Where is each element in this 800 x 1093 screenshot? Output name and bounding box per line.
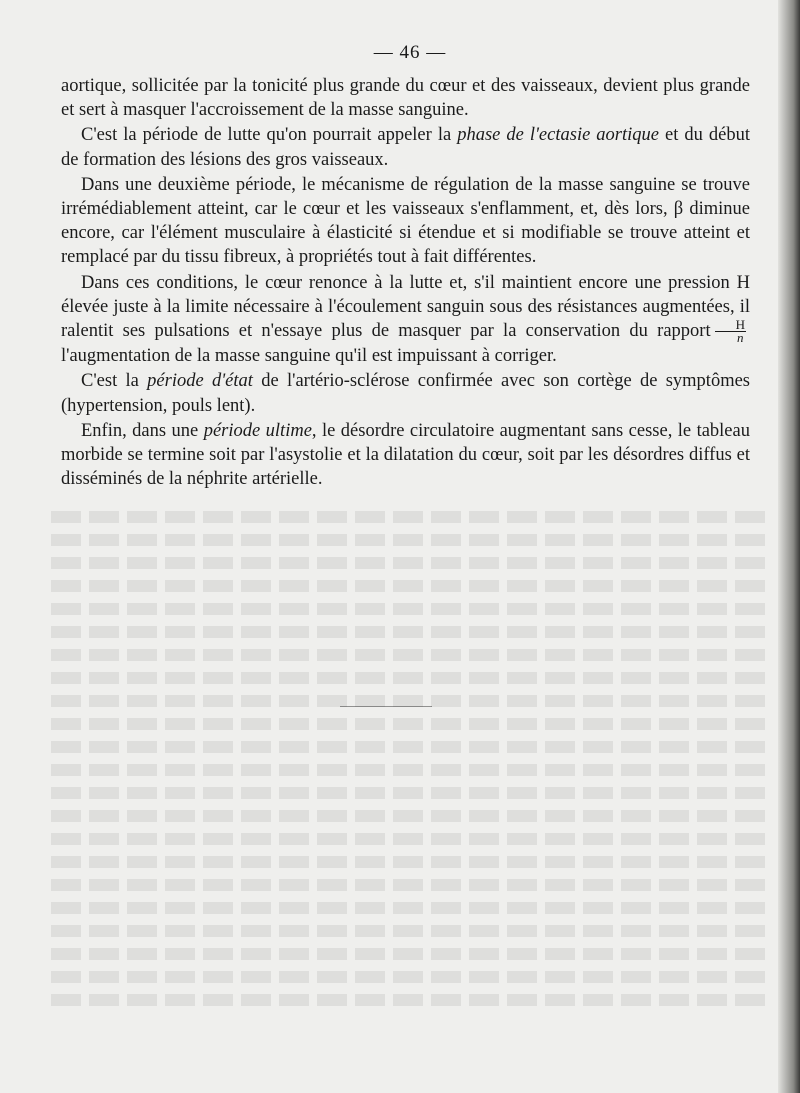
fraction-numerator: H bbox=[715, 319, 746, 332]
paragraph-1: aortique, sollicitée par la tonicité plus grande du cœur et des vaisseaux, devient plus grande et sert à masquer l'accroissement de la masse sanguine. bbox=[61, 76, 750, 121]
paragraph-2 bbox=[61, 123, 750, 171]
page-number: — 46 — bbox=[373, 42, 447, 63]
ratio-fraction bbox=[715, 319, 746, 344]
paragraph-6-start: Enfin, dans une bbox=[81, 420, 204, 441]
paragraph-3: Dans une deuxième période, le mécanisme de régulation de la masse sanguine se trouve irrémédiablement atteint, car le cœur et les vaisseaux s'enflamment, et, dès lors, β diminue encore, car l'élément musculaire à élasticité si étendue et si modifiable se trouve atteint et remplacé par du tissu fibreux, à propriétés tout à fait différentes. bbox=[61, 174, 750, 268]
fraction-denominator: n bbox=[737, 330, 744, 346]
paragraph-5-end: de l'artério-sclérose confirmée avec son cortège de symptômes (hypertension, pouls lent). bbox=[61, 371, 750, 416]
paragraph-2-start: C'est la période de lutte qu'on pourrait appeler la bbox=[81, 125, 458, 146]
page-edge-shadow bbox=[778, 0, 800, 1093]
body-text bbox=[61, 74, 750, 493]
paragraph-4 bbox=[61, 271, 750, 369]
paragraph-5 bbox=[61, 369, 750, 417]
paragraph-4-start: Dans ces conditions, le cœur renonce à la lutte et, s'il maintient encore une pression H élevée juste à la limite nécessaire à l'écoulement sanguin sous des résistances augmentées, il ralentit ses pulsations et n'essaye plus de masquer par la conservation du rapport bbox=[61, 272, 750, 342]
paragraph-5-start: C'est la bbox=[81, 371, 148, 392]
paragraph-5-emphasis: période d'état bbox=[147, 371, 253, 392]
paragraph-2-emphasis: phase de l'ectasie aortique bbox=[457, 125, 659, 146]
paragraph-6-end: , le désordre circulatoire augmentant sans cesse, le tableau morbide se termine soit par l'asystolie et la dilatation du cœur, soit par les désordres diffus et disséminés de la néphrite artérielle. bbox=[61, 420, 750, 490]
paragraph-2-end: et du début de formation des lésions des gros vaisseaux. bbox=[61, 125, 750, 170]
paragraph-6 bbox=[61, 419, 750, 492]
paragraph-6-emphasis: période ultime bbox=[203, 420, 312, 441]
paragraph-4-end: l'augmentation de la masse sanguine qu'il est impuissant à corriger. bbox=[61, 346, 557, 367]
show-through-rule bbox=[340, 706, 432, 707]
show-through-text bbox=[45, 500, 765, 1060]
